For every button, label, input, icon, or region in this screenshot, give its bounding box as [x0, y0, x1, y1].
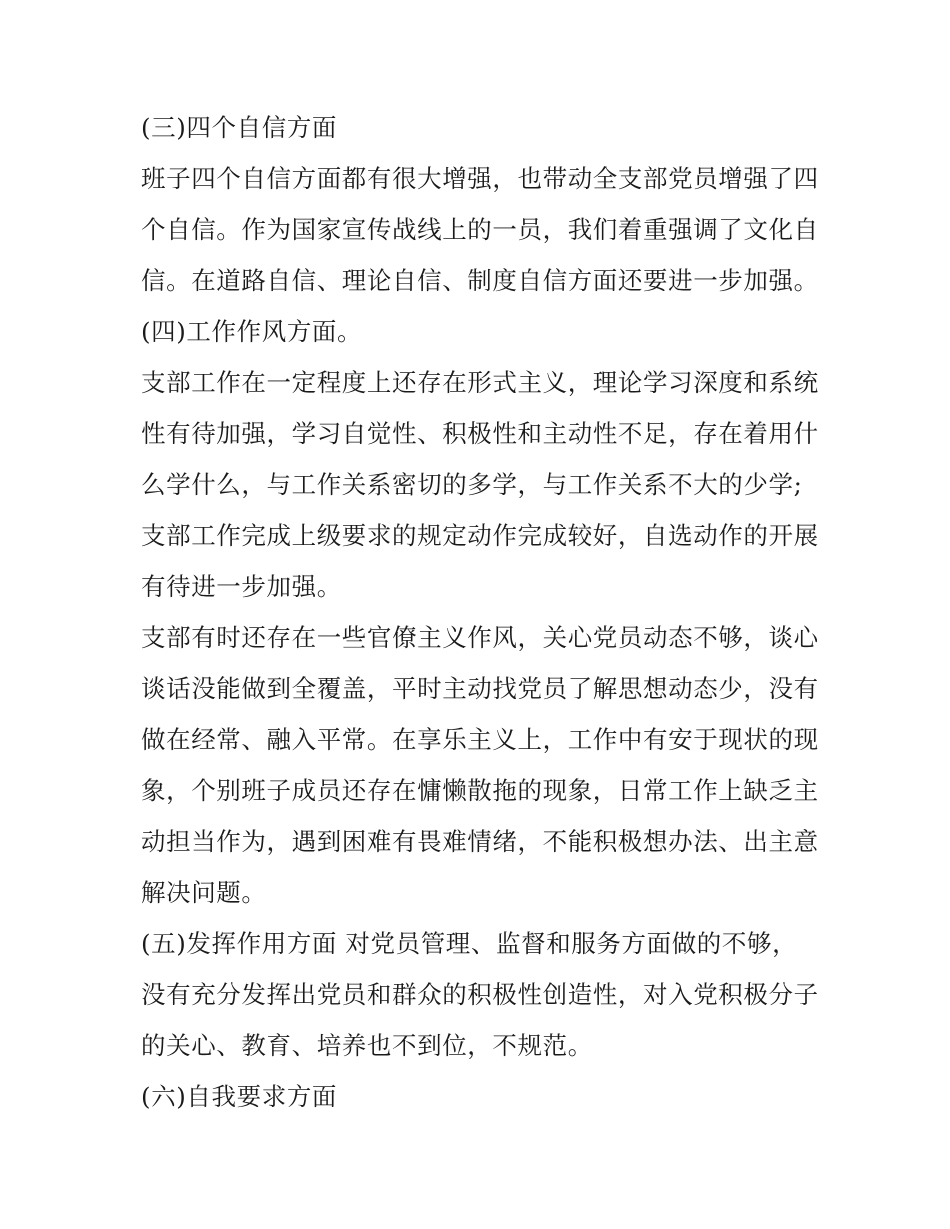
text-line: 的关心、教育、培养也不到位，不规范。: [141, 1031, 593, 1060]
section-heading-three: (三)四个自信方面: [141, 113, 338, 142]
text-line: 支部工作完成上级要求的规定动作完成较好，自选动作的开展: [141, 521, 819, 550]
text-line: 性有待加强，学习自觉性、积极性和主动性不足，存在着用什: [141, 419, 819, 448]
text-line: 信。在道路自信、理论自信、制度自信方面还要进一步加强。: [141, 266, 819, 295]
text-line: 没有充分发挥出党员和群众的积极性创造性，对入党积极分子: [141, 980, 819, 1009]
section-heading-five: (五)发挥作用方面 对党员管理、监督和服务方面做的不够，: [141, 929, 798, 958]
text-line: 象，个别班子成员还存在慵懒散拖的现象，日常工作上缺乏主: [141, 776, 819, 805]
section-heading-four: (四)工作作风方面。: [141, 317, 363, 346]
text-line: 支部工作在一定程度上还存在形式主义，理论学习深度和系统: [141, 368, 819, 397]
text-line: 班子四个自信方面都有很大增强，也带动全支部党员增强了四: [141, 164, 819, 193]
section-heading-six: (六)自我要求方面: [141, 1082, 338, 1111]
text-line: 支部有时还存在一些官僚主义作风，关心党员动态不够，谈心: [141, 623, 819, 652]
text-line: 有待进一步加强。: [141, 572, 342, 601]
text-line: 动担当作为，遇到困难有畏难情绪，不能积极想办法、出主意: [141, 827, 819, 856]
text-line: 解决问题。: [141, 878, 267, 907]
text-line: 谈话没能做到全覆盖，平时主动找党员了解思想动态少，没有: [141, 674, 819, 703]
text-line: 个自信。作为国家宣传战线上的一员，我们着重强调了文化自: [141, 215, 819, 244]
text-line: 做在经常、融入平常。在享乐主义上，工作中有安于现状的现: [141, 725, 819, 754]
text-line: 么学什么，与工作关系密切的多学，与工作关系不大的少学;: [141, 470, 803, 499]
